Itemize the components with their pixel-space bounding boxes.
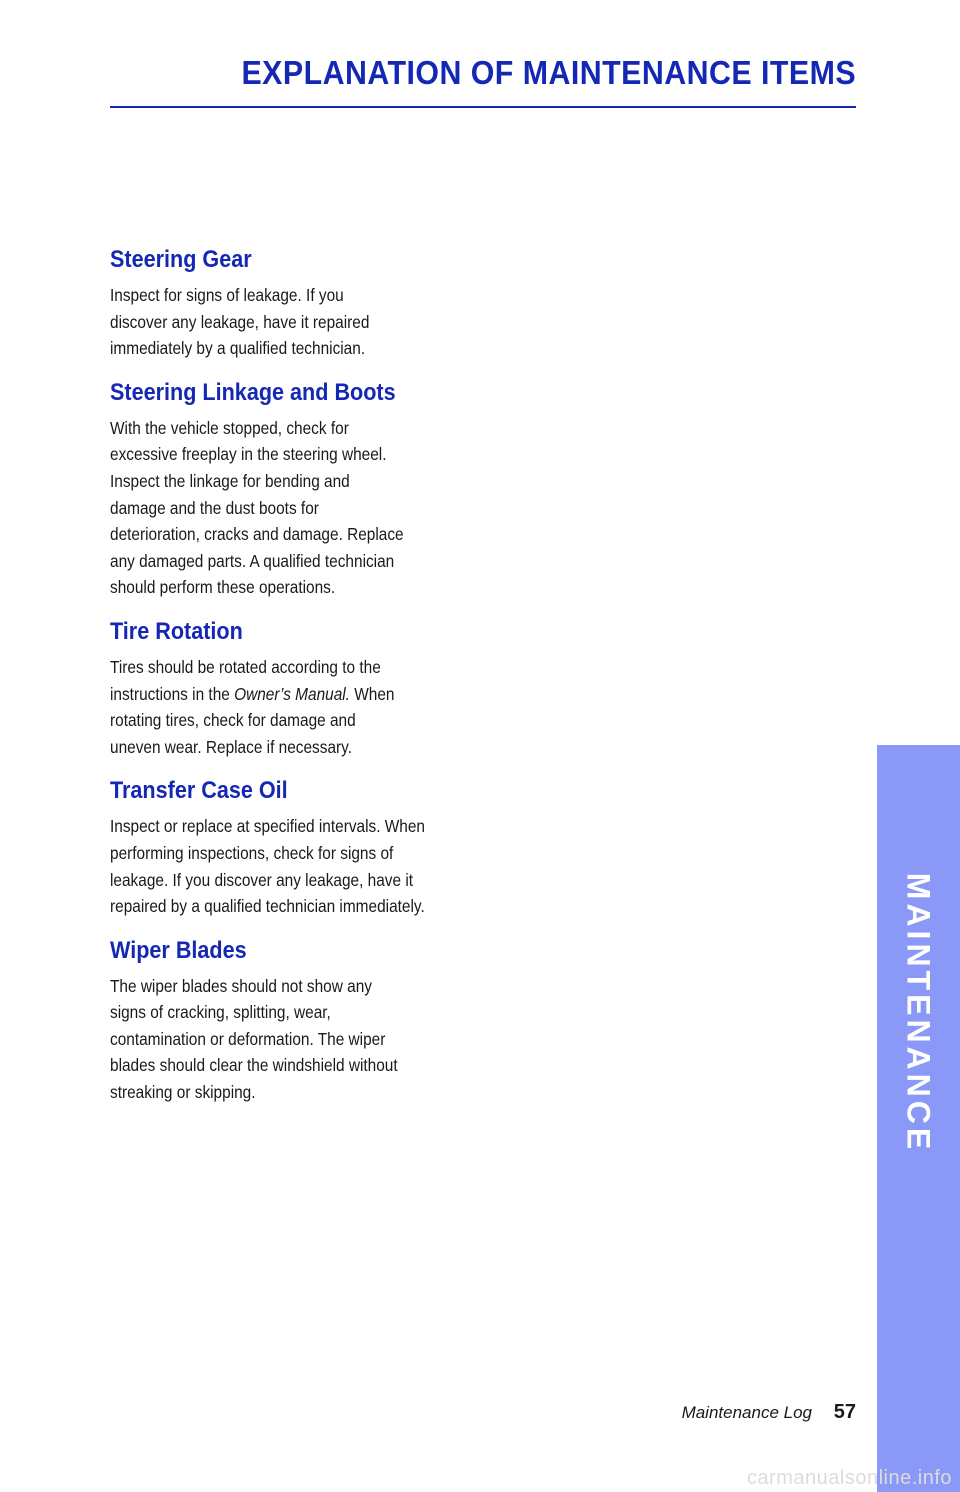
content-column: [110, 246, 490, 1123]
body-line: any damaged parts. A qualified technician: [110, 550, 395, 571]
body-line: Tires should be rotated according to the: [110, 656, 381, 677]
body-line: signs of cracking, splitting, wear,: [110, 1002, 331, 1023]
body-line: The wiper blades should not show any: [110, 975, 372, 996]
page-number: 57: [833, 1401, 856, 1423]
body-line: should perform these operations.: [110, 577, 336, 598]
section-heading: Wiper Blades: [110, 936, 247, 964]
section-heading: Steering Linkage and Boots: [110, 378, 396, 406]
body-line: damage and the dust boots for: [110, 497, 319, 518]
footer-section-name: Maintenance Log: [681, 1403, 812, 1422]
section-transfer-case-oil: [110, 777, 490, 919]
body-line: Inspect or replace at specified intervals. When: [110, 816, 426, 837]
section-wiper-blades: [110, 937, 490, 1106]
body-line: deterioration, cracks and damage. Replace: [110, 524, 404, 545]
body-line: streaking or skipping.: [110, 1082, 256, 1103]
section-steering-gear: [110, 246, 490, 362]
maintenance-side-tab: [877, 745, 960, 1492]
page-title: EXPLANATION OF MAINTENANCE ITEMS: [241, 54, 856, 91]
section-heading: Steering Gear: [110, 246, 252, 273]
section-tire-rotation: [110, 618, 490, 760]
manual-title-reference: Owner’s Manual.: [234, 683, 350, 704]
body-line: leakage. If you discover any leakage, have it: [110, 869, 414, 890]
body-line: excessive freeplay in the steering wheel.: [110, 444, 387, 465]
body-text: When: [349, 683, 395, 704]
body-line: performing inspections, check for signs of: [110, 842, 394, 863]
body-line: [110, 681, 444, 708]
body-line: discover any leakage, have it repaired: [110, 311, 370, 332]
body-line: uneven wear. Replace if necessary.: [110, 736, 352, 757]
body-line: immediately by a qualified technician.: [110, 338, 366, 359]
body-line: Inspect for signs of leakage. If you: [110, 285, 344, 305]
body-line: repaired by a qualified technician immediately.: [110, 896, 425, 917]
body-line: contamination or deformation. The wiper: [110, 1028, 386, 1049]
body-line: blades should clear the windshield without: [110, 1055, 398, 1076]
section-heading: Tire Rotation: [110, 617, 243, 645]
section-heading: Transfer Case Oil: [110, 777, 288, 805]
section-steering-linkage: [110, 379, 490, 601]
watermark: carmanualsonline.info: [746, 1467, 952, 1489]
body-text: instructions in the: [110, 683, 235, 704]
body-line: rotating tires, check for damage and: [110, 710, 356, 731]
body-line: Inspect the linkage for bending and: [110, 470, 350, 491]
body-line: With the vehicle stopped, check for: [110, 417, 349, 438]
side-tab-label: MAINTENANCE: [900, 872, 937, 1154]
title-divider: [110, 106, 856, 108]
